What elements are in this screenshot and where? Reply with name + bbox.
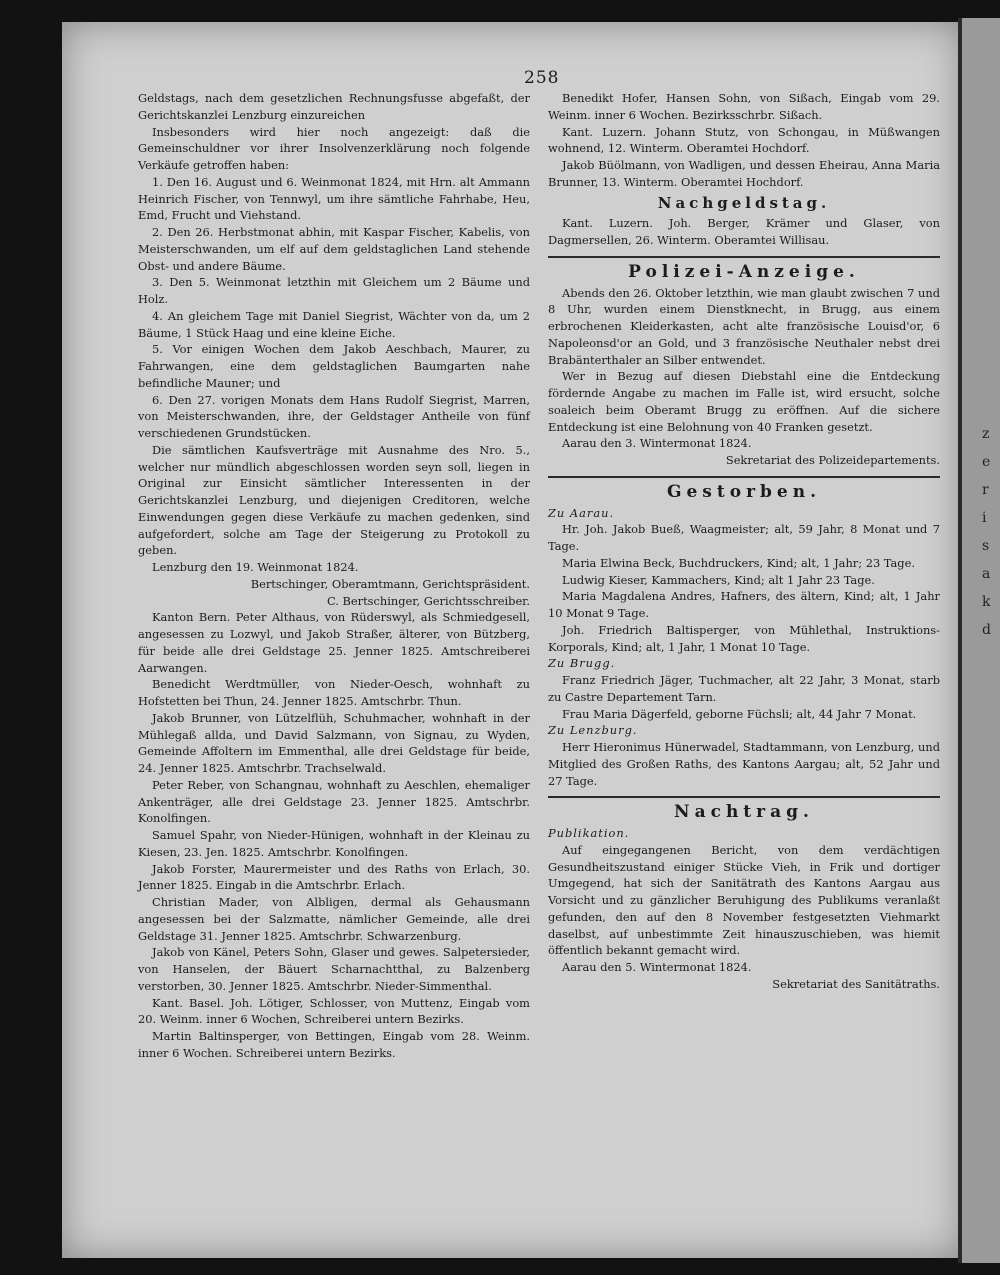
signature: Sekretariat des Polizeidepartements. — [725, 453, 940, 467]
edge-letter: d — [982, 622, 991, 638]
paragraph: Wer in Bezug auf diesen Diebstahl eine die Entdeckung fördernde Angabe zu machen im Falle ist, wird ersucht, solche soaleich beim Oberamt Brugg zu eröffnen. Auf die sichere Entdeckung ist eine Belohnung von 40 Franken gesetzt. — [548, 369, 940, 434]
list-item: 5. Vor einigen Wochen dem Jakob Aeschbach, Maurer, zu Fahrwangen, eine dem geldstaglichen Baumgarten nahe befindliche Mauner; und — [138, 342, 530, 390]
notice-entry: Kant. Luzern. Johann Stutz, von Schongau, in Müßwangen wohnend, 12. Winterm. Oberamtei Hochdorf. — [548, 124, 940, 156]
death-entry: Joh. Friedrich Baltisperger, von Mühlethal, Instruktions-Korporals, Kind; alt, 1 Jahr, 1 Monat 10 Tage. — [548, 622, 940, 654]
notice-entry: Benedikt Hofer, Hansen Sohn, von Sißach, Eingab vom 29. Weinm. inner 6 Wochen. Bezirksschrbr. Sißach. — [548, 91, 940, 122]
notice-entry: Jakob Forster, Maurermeister und des Raths von Erlach, 30. Jenner 1825. Eingab in die Amtschrbr. Erlach. — [138, 861, 530, 893]
dateline: Aarau den 5. Wintermonat 1824. — [562, 960, 752, 974]
paragraph: Geldstags, nach dem gesetzlichen Rechnungsfusse abgefaßt, der Gerichtskanzlei Lenzburg einzureichen — [138, 91, 530, 122]
left-column — [138, 90, 530, 1062]
page-number: 258 — [524, 68, 560, 88]
notice-entry: Jakob Büölmann, von Wadligen, und dessen Eheirau, Anna Maria Brunner, 13. Winterm. Oberamtei Hochdorf. — [548, 158, 940, 189]
section-heading-polizei: Polizei-Anzeige. — [628, 261, 860, 282]
list-item: 2. Den 26. Herbstmonat abhin, mit Kaspar Fischer, Kabelis, von Meisterschwanden, um elf auf dem geldstaglichen Land stehende Obst- und andere Bäume. — [138, 225, 530, 273]
list-item: 4. An gleichem Tage mit Daniel Siegrist, Wächter von da, um 2 Bäume, 1 Stück Haag und eine kleine Eiche. — [138, 308, 530, 340]
section-divider — [548, 256, 940, 258]
death-entry: Herr Hieronimus Hünerwadel, Stadtammann, von Lenzburg, und Mitglied des Großen Raths, des Kantons Aargau; alt, 52 Jahr und 27 Tage. — [548, 740, 940, 788]
death-entry: Maria Elwina Beck, Buchdruckers, Kind; alt, 1 Jahr; 23 Tage. — [562, 555, 915, 570]
edge-letter: i — [982, 510, 987, 526]
place-heading: Zu Lenzburg. — [548, 723, 638, 738]
notice-entry: Jakob Brunner, von Lützelflüh, Schuhmacher, wohnhaft in der Mühlegaß allda, und David Salzmann, von Signau, zu Wyden, Gemeinde Affoltern im Emmenthal, alle drei Geldstage für beide, 24. Jenner 1825. Amtschrbr. Trachselwald. — [138, 710, 530, 775]
next-page-edge-letters — [982, 420, 1000, 644]
notice-entry: Jakob von Känel, Peters Sohn, Glaser und gewes. Salpetersieder, von Hanselen, der Bäuert Scharnachtthal, zu Balzenberg verstorben, 30. Jenner 1825. Amtschrbr. Nieder-Simmenthal. — [138, 945, 530, 993]
notice-entry: Kanton Bern. Peter Althaus, von Rüderswyl, als Schmiedgesell, angesessen zu Lozwyl, und Jakob Straßer, älterer, von Bützberg, für beide alle drei Geldstage 25. Jenner 1825. Amtschreiberei Aarwangen. — [138, 610, 530, 675]
notice-entry: Kant. Basel. Joh. Lötiger, Schlosser, von Muttenz, Eingab vom 20. Weinm. inner 6 Wochen, Schreiberei untern Bezirks. — [138, 995, 530, 1027]
death-entry: Hr. Joh. Jakob Bueß, Waagmeister; alt, 59 Jahr, 8 Monat und 7 Tage. — [548, 522, 940, 553]
edge-letter: z — [982, 426, 990, 442]
signature: C. Bertschinger, Gerichtsschreiber. — [327, 593, 530, 608]
place-heading: Zu Aarau. — [548, 505, 615, 520]
edge-letter: r — [982, 482, 989, 498]
signature: Sekretariat des Sanitätraths. — [772, 976, 940, 991]
place-heading: Zu Brugg. — [548, 656, 616, 671]
notice-entry: Martin Baltinsperger, von Bettingen, Eingab vom 28. Weinm. inner 6 Wochen. Schreiberei untern Bezirks. — [138, 1029, 530, 1060]
edge-letter: e — [982, 454, 991, 470]
notice-entry: Benedicht Werdtmüller, von Nieder-Oesch, wohnhaft zu Hofstetten bei Thun, 24. Jenner 1825. Amtschrbr. Thun. — [138, 677, 530, 708]
notice-entry: Peter Reber, von Schangnau, wohnhaft zu Aeschlen, ehemaliger Ankenträger, alle drei Geldstage 23. Jenner 1825. Amtschrbr. Konolfingen. — [138, 777, 530, 826]
section-divider — [548, 476, 940, 478]
list-item: 1. Den 16. August und 6. Weinmonat 1824, mit Hrn. alt Ammann Heinrich Fischer, von Tennwyl, um ihre sämtliche Fahrhabe, Heu, Emd, Frucht und Viehstand. — [138, 174, 530, 223]
death-entry: Maria Magdalena Andres, Hafners, des ältern, Kind; alt, 1 Jahr 10 Monat 9 Tage. — [548, 589, 940, 620]
section-heading-gestorben: Gestorben. — [666, 481, 822, 502]
death-entry: Ludwig Kieser, Kammachers, Kind; alt 1 Jahr 23 Tage. — [562, 572, 875, 587]
notice-entry: Samuel Spahr, von Nieder-Hünigen, wohnhaft in der Kleinau zu Kiesen, 23. Jen. 1825. Amtschrbr. Konolfingen. — [138, 828, 530, 859]
death-entry: Frau Maria Dägerfeld, geborne Füchsli; alt, 44 Jahr 7 Monat. — [562, 706, 917, 721]
edge-letter: s — [982, 538, 990, 554]
section-divider — [548, 796, 940, 798]
edge-letter: a — [982, 566, 991, 582]
section-subheading: Publikation. — [548, 826, 630, 840]
paragraph: Insbesonders wird hier noch angezeigt: daß die Gemeinschuldner vor ihrer Insolvenzerklärung noch folgende Verkäufe getroffen haben: — [138, 124, 530, 172]
notice-entry: Kant. Luzern. Joh. Berger, Krämer und Glaser, von Dagmersellen, 26. Winterm. Oberamtei Willisau. — [548, 216, 940, 247]
dateline: Aarau den 3. Wintermonat 1824. — [562, 436, 752, 451]
death-entry: Franz Friedrich Jäger, Tuchmacher, alt 22 Jahr, 3 Monat, starb zu Castre Departement Tarn. — [548, 673, 940, 704]
section-heading-nachgeldstag: Nachgeldstag. — [657, 193, 831, 212]
section-heading-nachtrag: Nachtrag. — [674, 802, 814, 823]
list-item: 3. Den 5. Weinmonat letzthin mit Gleichem um 2 Bäume und Holz. — [138, 275, 530, 306]
list-item: 6. Den 27. vorigen Monats dem Hans Rudolf Siegrist, Marren, von Meisterschwanden, ihre, der Geldstager Antheile von fünf verschiedenen Grundstücken. — [138, 392, 530, 440]
paragraph: Auf eingegangenen Bericht, von dem verdächtigen Gesundheitszustand einiger Stücke Vieh, in Frik und dortiger Umgegend, hat sich der Sanitätrath des Kantons Aargau aus Vorsicht und zu gänzlicher Beruhigung des Publikums veranlaßt gefunden, den auf den 8 November festgesetzten Viehmarkt daselbst, auf unbestimmte Zeit hinauszuschieben, was hiemit öffentlich bekannt gemacht wird. — [548, 842, 940, 958]
notice-entry: Christian Mader, von Albligen, dermal als Gehausmann angesessen bei der Salzmatte, nämlicher Gemeinde, alle drei Geldstage 31. Jenner 1825. Amtschrbr. Schwarzenburg. — [138, 895, 530, 943]
dateline: Lenzburg den 19. Weinmonat 1824. — [152, 560, 359, 574]
paragraph: Abends den 26. Oktober letzthin, wie man glaubt zwischen 7 und 8 Uhr, wurden einem Dienstknecht, in Brugg, aus einem erbrochenen Kleiderkasten, acht alte französische Louisd'or, 6 Napoleonsd'or an Gold, und 3 französische Neuthaler nebst drei Brabänterthaler an Silber entwendet. — [548, 285, 940, 367]
signature: Bertschinger, Oberamtmann, Gerichtspräsident. — [250, 576, 530, 591]
paragraph: Die sämtlichen Kaufsverträge mit Ausnahme des Nro. 5., welcher nur mündlich abgeschlossen worden seyn soll, liegen in Original zur Einsicht sämtlicher Interessenten in der Gerichtskanzlei Lenzburg, und diejenigen Creditoren, welche Einwendungen gegen diese Verkäufe zu machen gedenken, sind aufgefordert, solche am Tage der Steigerung zu Protokoll zu geben. — [138, 442, 530, 558]
right-column — [548, 90, 940, 993]
edge-letter: k — [982, 594, 991, 610]
